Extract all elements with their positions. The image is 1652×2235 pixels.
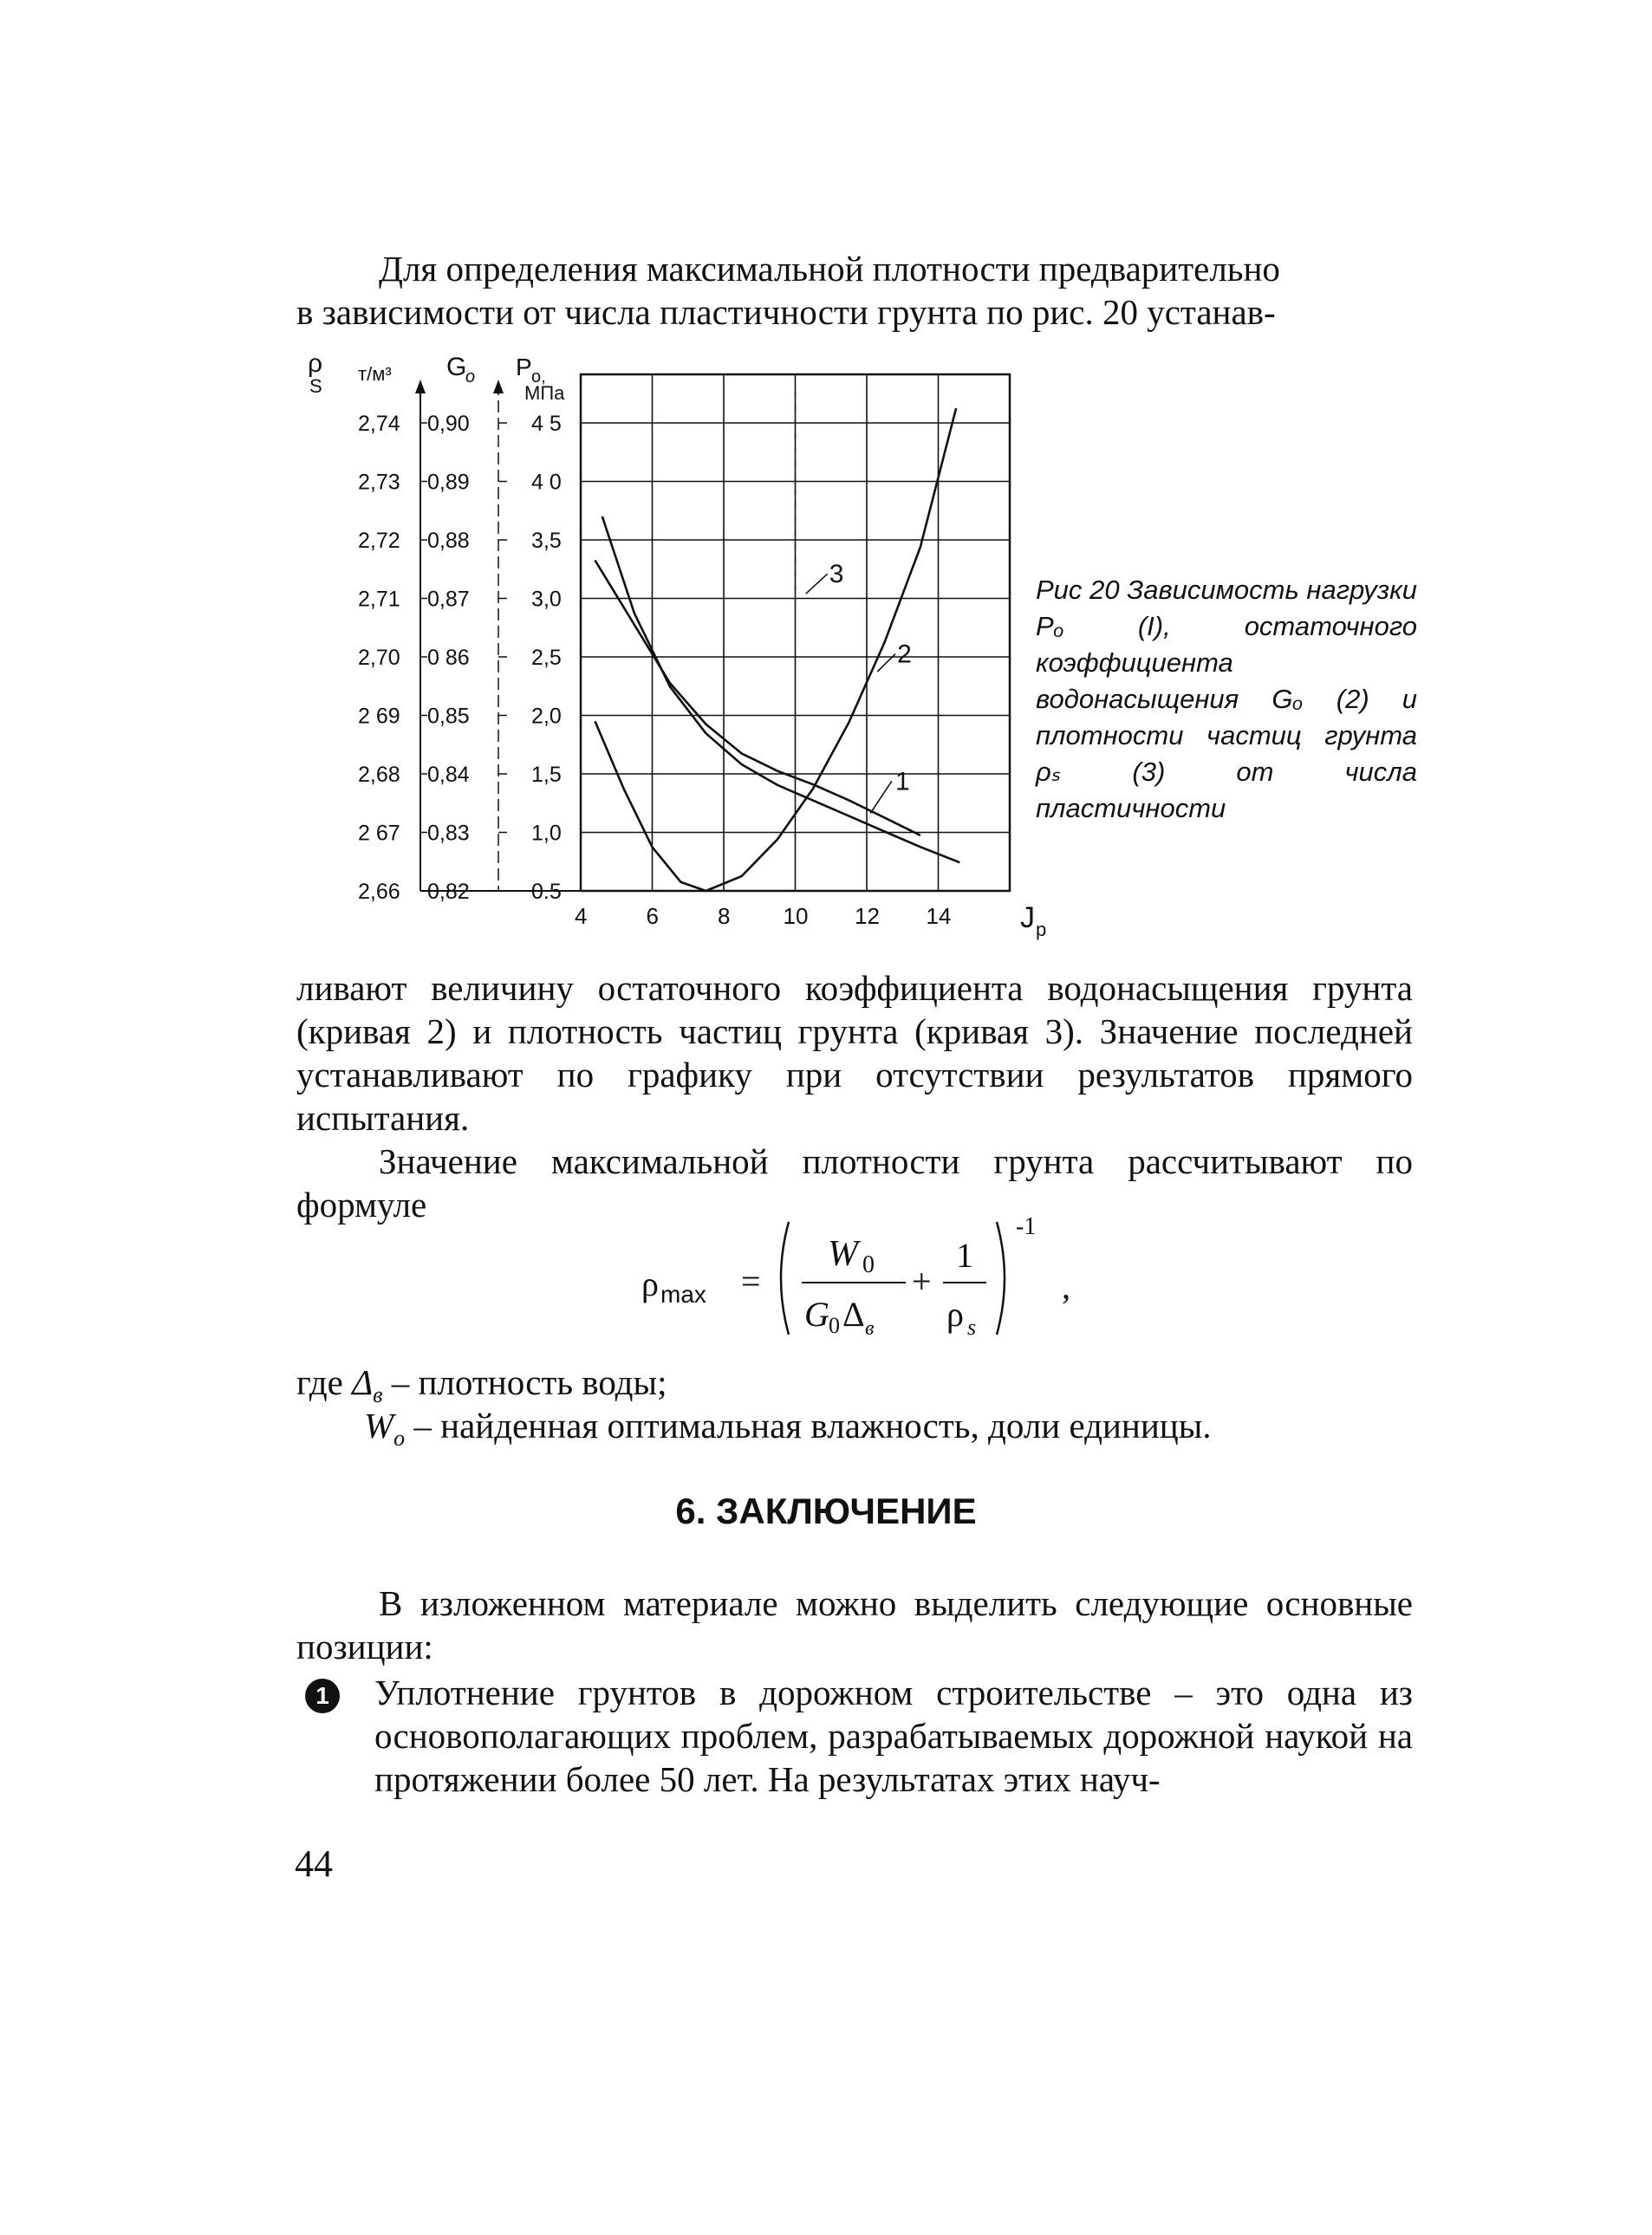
where-line-2 (364, 1404, 1212, 1460)
where-sym-w-sub: o (393, 1426, 406, 1452)
paragraph-intro-line1: Для определения максимальной плотности предварительно (379, 249, 1280, 289)
axis-x-label: J (1020, 901, 1035, 934)
formula-den1: G (804, 1295, 829, 1334)
tick-label-x: 14 (926, 903, 952, 929)
tick-label-x: 10 (783, 903, 809, 929)
tick-label-x: 12 (855, 903, 880, 929)
bullet-number-icon: 1 (305, 1679, 340, 1713)
section-heading: 6. ЗАКЛЮЧЕНИЕ (675, 1491, 977, 1531)
formula-svg (624, 1213, 1109, 1352)
tick-label-rho: 2,70 (358, 646, 400, 670)
tick-label-p: 4 5 (531, 412, 562, 436)
where-sym-delta: Δ (352, 1362, 374, 1402)
tick-label-p: 3,5 (531, 529, 562, 553)
tick-label-g: 0,85 (427, 704, 470, 729)
series-1-curve (602, 517, 960, 862)
axis-x-label-sub: p (1036, 919, 1047, 940)
where-sym-w: W (364, 1406, 394, 1446)
curve-label-2: 2 (897, 640, 912, 669)
formula-den1-delta-sub: в (865, 1317, 875, 1340)
formula-comma: , (1062, 1267, 1070, 1306)
paragraph-formula-intro: Значение максимальной плотности грунта рассчитывают по формуле (296, 1141, 1413, 1225)
formula-num1-sub: 0 (862, 1251, 875, 1278)
formula-plus: + (912, 1262, 932, 1301)
leader-1 (870, 781, 892, 813)
tick-label-g: 0,87 (427, 587, 470, 612)
formula-lhs: ρ (641, 1264, 659, 1303)
tick-label-rho: 2,72 (358, 529, 400, 553)
tick-label-p: 3,0 (531, 587, 562, 612)
series-3-curve (595, 561, 920, 835)
tick-label-g: 0,84 (427, 763, 470, 787)
figure-20 (299, 349, 1047, 953)
axis-rho-unit: т/м³ (358, 363, 392, 385)
formula-right-paren (997, 1222, 1005, 1335)
tick-label-rho: 2,73 (358, 470, 400, 495)
tick-label-g: 0,88 (427, 529, 470, 553)
tick-label-p: 1,5 (531, 763, 562, 787)
formula-exponent: -1 (1016, 1213, 1037, 1240)
axis-g-arrow (493, 380, 504, 393)
formula-num2: 1 (956, 1236, 973, 1275)
tick-label-x: 8 (718, 903, 731, 929)
leader-3 (806, 574, 828, 594)
formula-den1-sub: 0 (829, 1313, 840, 1338)
where-lead: где (296, 1362, 343, 1402)
tick-label-rho: 2,74 (358, 412, 400, 436)
tick-label-g: 0,90 (427, 412, 470, 436)
curve-label-1: 1 (895, 767, 910, 796)
formula-equals: = (741, 1262, 761, 1301)
axis-p-sub: o, (531, 367, 546, 387)
formula-lhs-sub: max (660, 1281, 706, 1308)
axis-rho-sub: S (309, 375, 322, 397)
tick-label-g: 0,83 (427, 821, 470, 846)
chart (299, 349, 1047, 949)
tick-label-x: 6 (646, 903, 659, 929)
axis-p-symbol: P (516, 354, 532, 380)
tick-label-rho: 2,71 (358, 587, 400, 612)
tick-label-rho: 2 69 (358, 704, 400, 729)
tick-label-x: 4 (575, 903, 588, 929)
formula-left-paren (781, 1222, 789, 1335)
formula-num1: W (828, 1234, 858, 1274)
tick-label-g: 0 86 (427, 646, 470, 670)
formula (624, 1213, 1109, 1356)
figure-caption: Рис 20 Зависимость нагрузки Pₒ (I), остаточного коэффициента водонасыщения Gₒ (2) и плотности частиц грунта ρₛ (3) от числа пластичности (1036, 575, 1417, 823)
tick-label-p: 1,0 (531, 821, 562, 846)
tick-label-rho: 2 67 (358, 821, 400, 846)
axis-rho-symbol: ρ (308, 349, 323, 378)
curve-label-3: 3 (829, 560, 844, 589)
where-sym-delta-sub: в (373, 1382, 383, 1408)
tick-label-rho: 2,66 (358, 880, 400, 904)
axis-p-unit: МПа (524, 382, 565, 404)
axis-g-sub: o (465, 367, 476, 387)
paragraph-after-figure: ливают величину остаточного коэффициента водонасыщения грунта (кривая 2) и плотность частиц грунта (кривая 3). Значение последней устанавливают по графику при отсутствии результатов прямого испытания. (296, 968, 1413, 1138)
formula-den2: ρ (946, 1295, 964, 1334)
tick-label-g: 0,89 (427, 470, 470, 495)
paragraph-conclusion: В изложенном материале можно выделить следующие основные позиции: (296, 1583, 1413, 1667)
tick-label-p: 2,5 (531, 646, 562, 670)
where-text-2: – найденная оптимальная влажность, доли единицы. (405, 1406, 1212, 1446)
paragraph-intro-line2: в зависимости от числа пластичности грунта по рис. 20 устанав- (296, 292, 1276, 332)
tick-label-p: 2,0 (531, 704, 562, 729)
axis-g-symbol: G (446, 353, 467, 381)
page-number: 44 (295, 1842, 333, 1885)
bullet-item-1: Уплотнение грунтов в дорожном строительстве – это одна из основополагающих проблем, разрабатываемых дорожной наукой на протяжении более 50 лет. На результатах этих науч- (374, 1673, 1413, 1799)
formula-den2-sub: s (967, 1315, 977, 1340)
tick-label-p: 4 0 (531, 470, 562, 495)
tick-label-g: 0,82 (427, 880, 470, 904)
where-text-1: – плотность воды; (382, 1362, 667, 1402)
axis-rho-arrow (415, 380, 426, 393)
tick-label-rho: 2,68 (358, 763, 400, 787)
tick-label-p: 0.5 (531, 880, 562, 904)
formula-den1-delta: Δ (842, 1295, 865, 1334)
